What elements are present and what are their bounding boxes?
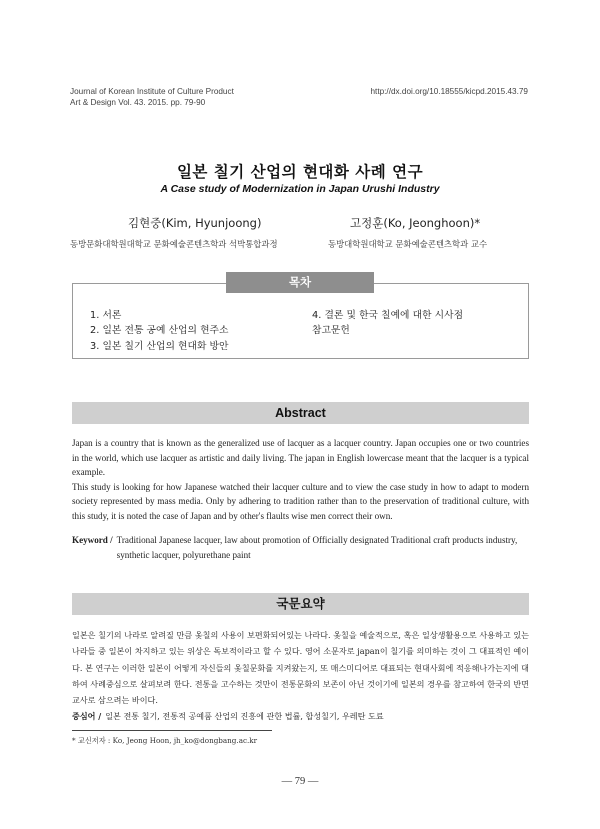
keywords bbox=[72, 533, 529, 562]
abstract-paragraph: Japan is a country that is known as the generalized use of lacquer as a lacquer country. Japan occupies one or two countries in the world, which use lacquer as artistic and daily living. The japan in English lowercase meant that the lacquer is a typical example. bbox=[72, 438, 529, 478]
author-name: 고정훈(Ko, Jeonghoon)* bbox=[350, 216, 481, 230]
toc-item: 3. 일본 칠기 산업의 현대화 방안 bbox=[90, 341, 229, 352]
toc-item: 4. 결론 및 한국 칠예에 대한 시사점 bbox=[312, 310, 464, 321]
journal-volume: Art & Design Vol. 43. 2015. pp. 79-90 bbox=[70, 98, 206, 107]
abstract-paragraph: This study is looking for how Japanese watched their lacquer culture and to view the case study in how to adapt to modern society represented by mass media. Only by adhering to tradition rather than to the preservation of traditional culture, with this study, it is noted the case of Japan and by other's flaults wise men correct their own. bbox=[72, 481, 529, 521]
title-english: A Case study of Modernization in Japan Urushi Industry bbox=[160, 183, 440, 195]
toc-item: 참고문헌 bbox=[312, 325, 350, 336]
journal-info bbox=[70, 86, 234, 108]
korean-abstract-heading: 국문요약 bbox=[72, 593, 529, 615]
korean-keywords bbox=[72, 709, 529, 723]
journal-name: Journal of Korean Institute of Culture Product bbox=[70, 87, 234, 96]
toc-item: 1. 서론 bbox=[90, 310, 122, 321]
keywords-text: Traditional Japanese lacquer, law about promotion of Officially designated Traditional craft products industry, synthetic lacquer, polyurethane paint bbox=[116, 535, 518, 560]
author-name: 김현중(Kim, Hyunjoong) bbox=[128, 216, 262, 230]
footnote-divider bbox=[72, 730, 272, 731]
author-affiliation: 동방문화대학원대학교 문화예술콘텐츠학과 석박통합과정 bbox=[70, 239, 278, 249]
author-affiliation: 동방대학원대학교 문화예술콘텐츠학과 교수 bbox=[328, 239, 488, 249]
toc-item: 2. 일본 전통 공예 산업의 현주소 bbox=[90, 325, 229, 336]
title-korean: 일본 칠기 산업의 현대화 사례 연구 bbox=[176, 163, 424, 181]
page-number: ― 79 ― bbox=[281, 776, 319, 787]
keywords-label: Keyword / bbox=[72, 535, 113, 545]
korean-keywords-text: 일본 전통 칠기, 전통적 공예품 산업의 진흥에 관한 법률, 합성칠기, 우레탄 도료 bbox=[105, 711, 384, 721]
korean-abstract-body: 일본은 칠기의 나라로 알려질 만큼 옻칠의 사용이 보편화되어있는 나라다. 옻칠을 예술적으로, 혹은 일상생활용으로 사용하고 있는 나라들 중 일본이 차지하고 있는 위상은 독보적이라고 할 수 있다. 영어 소문자로 japan이 칠기를 의미하는 것이 그 대표적인 예이다. 본 연구는 이러한 일본이 어떻게 자신들의 옻칠문화를 지켜왔는지, 또 매스미디어로 대표되는 현대사회에 적응해나가는지에 대하여 사례중심으로 살펴보려 한다. 전통을 고수하는 것만이 전통문화의 보존이 아닌 것이기에 일본의 경우를 참고하여 한국의 반면교사로 삼으려는 바이다. bbox=[72, 630, 529, 706]
footnote: * 교신저자 : Ko, Jeong Hoon, jh_ko@dongbang.ac.kr bbox=[72, 736, 258, 745]
korean-keywords-label: 중심어 / bbox=[72, 711, 102, 721]
abstract-heading: Abstract bbox=[72, 402, 529, 424]
abstract-body bbox=[72, 436, 529, 524]
doi-link[interactable]: http://dx.doi.org/10.18555/kicpd.2015.43.79 bbox=[370, 87, 528, 96]
toc-heading: 목차 bbox=[226, 272, 374, 293]
